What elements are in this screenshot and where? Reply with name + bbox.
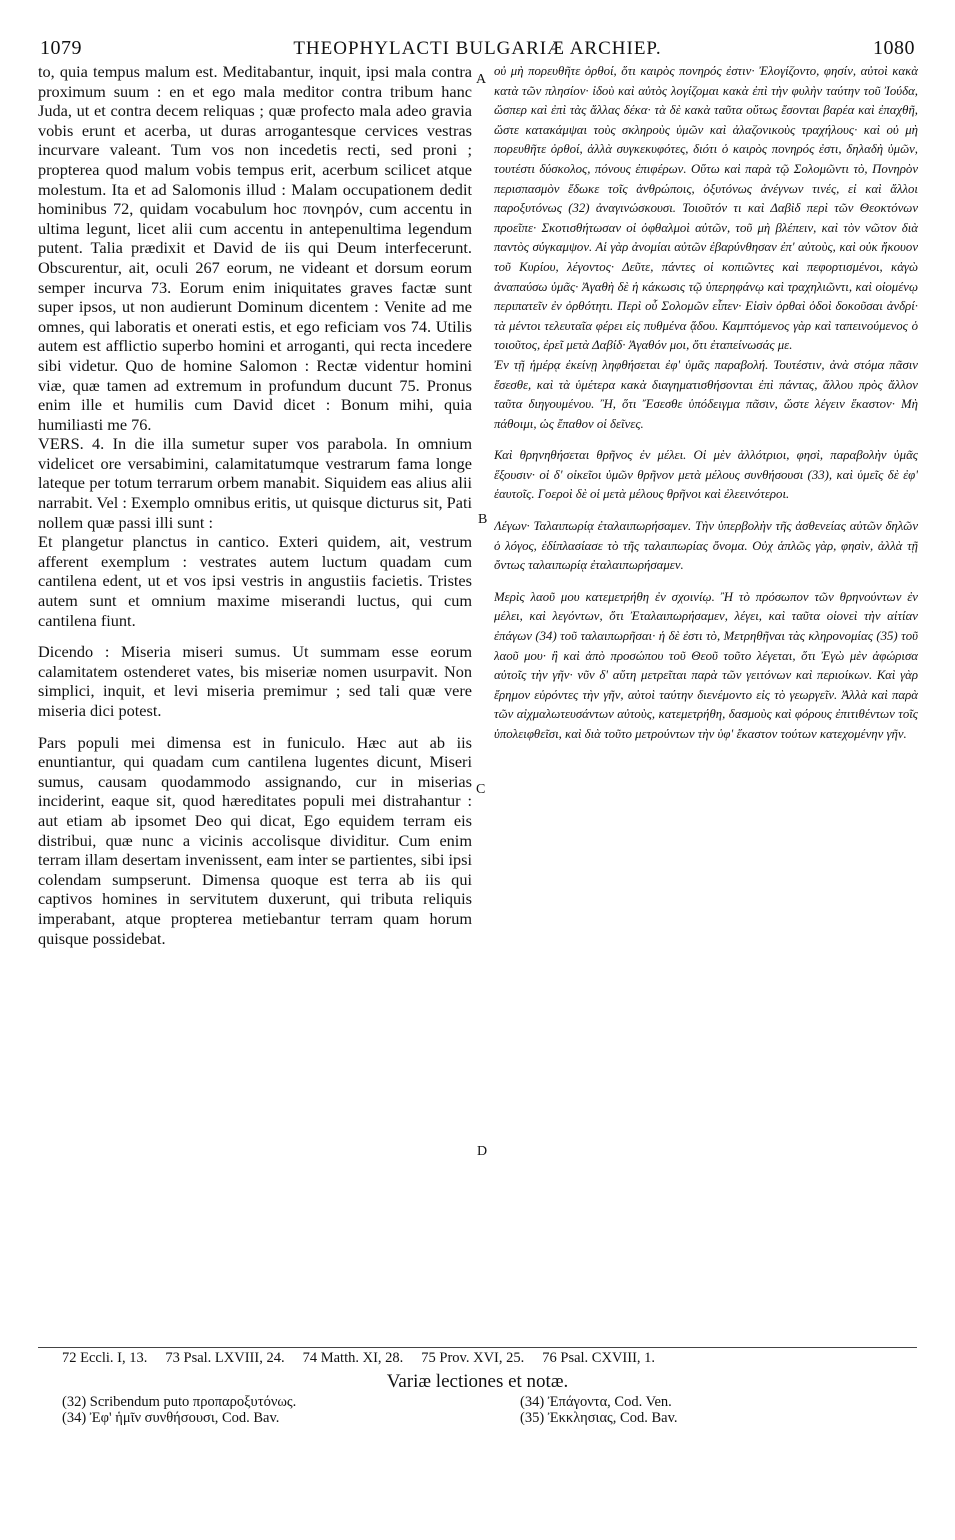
variant-note-32: (32) Scribendum puto προπαροξυτόνως. bbox=[62, 1394, 297, 1410]
latin-paragraph-2: VERS. 4. In die illa sumetur super vos parabola. In omnium videlicet ore versabimini, calamitatumque vestrarum fama longe lateque per totum terrarum orbem manabit. Siquidem eas alius alii narrabit. Vel : Exemplo omnibus eritis, ut quisque dicturus sit, Pati nollem quæ passi illi sunt : bbox=[38, 434, 472, 532]
latin-paragraph-4: Dicendo : Miseria miseri sumus. Ut summam esse eorum calamitatem ostenderet vates, bis miseriæ nomen usurpavit. Non simplici, inquit, et levi miseria premimur ; sed tali quæ vere miseria dici potest. bbox=[38, 642, 472, 720]
page-header bbox=[40, 34, 915, 60]
latin-paragraph-5: Pars populi mei dimensa est in funiculo. Hæc aut ab iis enuntiantur, qui quadam cum cantilena lugentes dicunt, Miseri sumus, causam quodammodo assignando, cur in miserias inciderint, eaque sit, quod hæreditates populi mei distrahantur : aut etiam ab ipsomet Deo qui dicat, Ego equidem terram eis distribui, quæ nunc a vicinis accolisque dividitur. Cum enim terram illam desertam invenissent, eam inter se partientes, sibi ipsi colendam sumpserunt. Dimensa quoque est terra ab iis qui captivos homines in servitutem duxerunt, qui tributa reliquis imperabant, atque propterea metiebantur terram quam horum quisque possidebat. bbox=[38, 732, 472, 948]
greek-paragraph-4: Λέγων· Ταλαιπωρίᾳ ἐταλαιπωρήσαμεν. Τὴν ὑπερβολὴν τῆς ἀσθενείας αὐτῶν δηλῶν ὁ λόγος, ἐδίπλασίασε τὸ τῆς ταλαιπωρίας ὄνομα. Οὐχ ἁπλῶς γὰρ, φησὶν, ἀλλὰ τῇ ὄντως ταλαιπωρίᾳ ἐταλαιπωρήσαμεν. bbox=[494, 519, 918, 573]
greek-paragraph-1: οὐ μὴ πορευθῆτε ὀρθοί, ὅτι καιρὸς πονηρός ἐστιν· Ἐλογίζοντο, φησίν, αὐτοὶ κακὰ κατὰ τῶν πλησίον· ἰδοὺ καὶ αὐτὸς λογίζομαι κακὰ ἐπὶ τὴν φυλὴν ταύτην τοῦ Ἰούδα, ὥσπερ καὶ ἐπὶ τὰς ἄλλας δέκα· τὰ δὲ κακὰ ταῦτα οὕτως ἔσονται βαρέα καὶ ἐπαχθῆ, ὥστε κατακάμψαι τοὺς σκληροὺς ὑμῶν καὶ ἀλαζονικοὺς τραχήλους· καὶ οὐ μὴ πορευθῆτε ὀρθοί, ἀλλὰ συγκεκυφότες, διότι ὁ καιρὸς πονηρός ἐστι, δηλαδὴ ὑμῶν, τουτέστι δύσκολος, πόνους ἐπιφέρων. Οὕτω καὶ παρὰ τῷ Σολομῶντι τὸ, Πονηρὸν περισπασμὸν ἔδωκε τοῖς ἀνθρώποις, ὀξυτόνως ἀνέγνων τινές, εἰ καὶ ἄλλοι παροξυτόνως (32) ἀναγινώσκουσι. Τοιοῦτόν τι καὶ Δαβὶδ περὶ τῶν Θεοκτόνων προεῖπε· Σκοτισθήτωσαν οἱ ὀφθαλμοὶ αὐτῶν, τοῦ μὴ βλέπειν, καὶ τὸν νῶτον διὰ παντὸς σύγκαμψον. Αἱ γὰρ ἀνομίαι αὐτῶν ἐβαρύνθησαν ἐπ' αὐτοὺς, καὶ οὐκ ἤκουον τοῦ Κυρίου, λέγοντος· Δεῦτε, πάντες οἱ κοπιῶντες καὶ πεφορτισμένοι, κἀγὼ ἀναπαύσω ὑμᾶς· Ἀγαθὴ δὲ ἡ κάκωσις τῷ ὑπερηφάνῳ καὶ τραχηλιῶντι, καὶ οἰομένῳ περιπατεῖν ἐν ὀρθότητι. Περὶ οὗ Σολομῶν εἶπεν· Εἰσὶν ὀρθαὶ ὁδοὶ δοκοῦσαι ἀνδρί· τὰ μέντοι τελευταῖα φέρει εἰς πυθμένα ᾅδου. Καμπτόμενος γὰρ καὶ ταπεινούμενος ὁ τοιοῦτος, ἐρεῖ μετὰ Δαβίδ· Ἀγαθόν μοι, ὅτι ἐταπείνωσάς με. bbox=[494, 64, 918, 353]
variant-note-34a: (34) Ἐφ' ἡμῖν συνθήσουσι, Cod. Bav. bbox=[62, 1410, 280, 1426]
greek-paragraph-5: Μερὶς λαοῦ μου κατεμετρήθη ἐν σχοινίῳ. Ἢ τὸ πρόσωπον τῶν θρηνούντων ἐν μέλει, καὶ λεγόντων, ὅτι Ἐταλαιπωρήσαμεν, λέγει, καὶ ταῦτα οἱονεὶ τὴν αἰτίαν ἐπάγων (34) τοῦ ταλαιπωρῆσαι· ἡ δὲ ἐστι τὸ, Μετρηθῆναι τὰς κληρονομίας (35) τοῦ λαοῦ μου· ἢ καὶ ἀπὸ προσώπου τοῦ Θεοῦ τοῦτο λέγεται, ὅτι Ἐγὼ μὲν ἀφώρισα αὐτοῖς τὴν γῆν· νῦν δ' αὕτη μετρεῖται παρὰ τῶν γειτόνων καὶ περιοίκων. Καὶ γὰρ ἔρημον εὑρόντες τὴν γῆν, αὐτοὶ ταύτην διενέμοντο εἰς τὸ γεωργεῖν. Ἀλλὰ καὶ παρὰ τῶν αἰχμαλωτευσάντων αὐτοὺς, κατεμετρήθη, δασμοὺς καὶ φόρους ἐπιτιθέντων τοῖς ὑπολειφθεῖσι, καὶ διὰ τοῦτο μετρούντων τὴν ὑφ' ἕκαστον τούτων κατεχομένην γῆν. bbox=[494, 589, 918, 741]
margin-marker-d: D bbox=[477, 1144, 488, 1159]
page-number-right: 1080 bbox=[872, 37, 915, 59]
latin-paragraph-1: to, quia tempus malum est. Meditabantur, inquit, ipsi mala contra proximum suum : en et ego mala meditor contra tribum hanc Juda, ut et contra decem reliquas ; quæ profecto mala adeo gravia vobis erunt et acerba, ut duras arrogantesque cervices vestras incurvare valeant. Tum vos non incedetis recti, sed proni ; propterea quod malum vobis tempus erit, acerbum scilicet atque molestum. Ita et ad Salomonis illud : Malam occupationem dedit hominibus 72, quidam vocabulum hoc πονηρόν, cum accentu in ultima legunt, licet alii cum accentu in antepenultima legendum putent. Talia prædixit et David de iis qui Deum interfecerunt. Obscurentur, ait, oculi 267 eorum, ne videant et dorsum eorum semper incurva 73. Eorum enim iniquitates graves factæ sunt super ipsos, ut non audierunt Dominum dicentem : Venite ad me omnes, qui laboratis et onerati estis, et ego reficiam vos 74. Utilis autem est afflictio superbo homini et arroganti, qui recta incedere sibi videtur. Quo de homine Salomon : Rectæ videntur homini viæ, quæ tamen ad extremum in profundum ducunt 75. Pronus enim ille et humilis cum David dicet : Bonum mihi, quia humiliasti me 76. bbox=[38, 62, 472, 434]
variae-lectiones-heading: Variæ lectiones et notæ. bbox=[386, 1371, 569, 1392]
latin-column bbox=[38, 62, 472, 1344]
latin-paragraph-3: Et plangetur planctus in cantico. Exteri quidem, ait, vestrum afferent exemplum : vestrates autem luctum quadam cum cantilena edent, ut et vos ipsi vestris in angustiis facietis. Tristes autem sunt et omnium maxime miserandi luctus, qui cum cantilena fiunt. bbox=[38, 532, 472, 630]
footnote-75: 75 Prov. XVI, 25. bbox=[421, 1350, 525, 1366]
greek-paragraph-3: Καὶ θρηνηθήσεται θρῆνος ἐν μέλει. Οἱ μὲν ἀλλότριοι, φησὶ, παραβολὴν ὑμᾶς ἕξουσιν· οἱ δ' οἰκεῖοι ὑμῶν θρῆνον μετὰ μέλους συνθήσουσι (33), καὶ ὑμεῖς δὲ ἐφ' ἑαυτοῖς. Γοεροὶ δὲ οἱ μετὰ μέλους θρῆνοι καὶ ἐλεεινότεροι. bbox=[494, 448, 918, 502]
greek-column bbox=[494, 62, 918, 1344]
footnote-74: 74 Matth. XI, 28. bbox=[302, 1350, 404, 1366]
margin-marker-a: A bbox=[476, 72, 487, 87]
variae-lectiones-right bbox=[520, 1394, 920, 1426]
footnote-rule bbox=[38, 1347, 917, 1348]
variae-lectiones-left bbox=[62, 1394, 492, 1426]
variant-note-34b: (34) Ἐπάγοντα, Cod. Ven. bbox=[520, 1394, 672, 1410]
footnotes bbox=[62, 1350, 915, 1367]
running-title: THEOPHYLACTI BULGARIÆ ARCHIEP. bbox=[293, 38, 662, 59]
footnote-73: 73 Psal. LXVIII, 24. bbox=[165, 1350, 285, 1366]
margin-marker-c: C bbox=[476, 782, 486, 797]
footnote-76: 76 Psal. CXVIII, 1. bbox=[542, 1350, 656, 1366]
page-number-left: 1079 bbox=[40, 37, 82, 59]
footnote-72: 72 Eccli. I, 13. bbox=[62, 1350, 148, 1366]
greek-paragraph-2: Ἐν τῇ ἡμέρᾳ ἐκείνῃ ληφθήσεται ἐφ' ὑμᾶς παραβολή. Τουτέστιν, ἀνὰ στόμα πᾶσιν ἔσεσθε, καὶ τὰ ὑμέτερα κακὰ διαγηματισθήσονται ἐπὶ πάντας, ἄλλου πρὸς ἄλλον ταῦτα διηγουμένου. Ἢ, ὅτι Ἔσεσθε ὑπόδειγμα πᾶσιν, ὥστε λέγειν ἕκαστον· Μὴ πάθοιμι, ὡς ἔπαθον οἱ δεῖνες. bbox=[494, 357, 918, 431]
margin-marker-b: B bbox=[478, 512, 488, 527]
variant-note-35: (35) Ἐκκλησιας, Cod. Bav. bbox=[520, 1410, 678, 1426]
